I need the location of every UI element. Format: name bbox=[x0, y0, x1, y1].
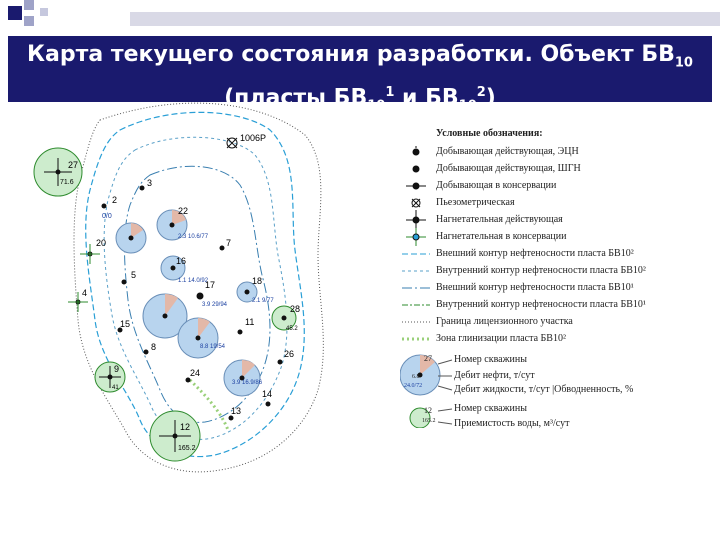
well-11 bbox=[238, 317, 255, 335]
well-value: 0/0 bbox=[102, 213, 112, 220]
legend-row: Внешний контур нефтеносности пласта БВ10² bbox=[436, 248, 634, 259]
well-27 bbox=[34, 148, 82, 196]
legend-row: Добывающая в консервации bbox=[436, 180, 557, 191]
well-2 bbox=[102, 195, 118, 220]
legend-row: Зона глинизации пласта БВ10² bbox=[436, 333, 566, 344]
well-dot bbox=[266, 402, 271, 407]
legend-heading: Условные обозначения: bbox=[436, 128, 543, 139]
well-17 bbox=[197, 280, 228, 308]
title-line-1: Карта текущего состояния разработки. Объект $БВ_{10}$ bbox=[27, 42, 693, 71]
well-value: 8.8 19/54 bbox=[200, 344, 226, 350]
well-24 bbox=[186, 368, 201, 383]
well-value: 71.6 bbox=[60, 179, 74, 186]
well-dot bbox=[108, 375, 113, 380]
well-dot bbox=[122, 280, 127, 285]
well-dot bbox=[170, 223, 175, 228]
well-16 bbox=[161, 256, 209, 284]
well-label: 18 bbox=[252, 276, 263, 286]
well-dot bbox=[144, 350, 149, 355]
well-15 bbox=[118, 319, 131, 333]
wells bbox=[34, 133, 300, 461]
well-label: 22 bbox=[178, 206, 189, 216]
well-label: 24 bbox=[190, 368, 201, 378]
well-label: 26 bbox=[284, 349, 295, 359]
well-label: 8 bbox=[151, 342, 157, 352]
well-value: 3.9 29/94 bbox=[202, 302, 228, 308]
well-label: 5 bbox=[131, 270, 137, 280]
well-value: 2.3 10.6/77 bbox=[178, 234, 209, 240]
well-value: 41 bbox=[112, 385, 119, 391]
well-value: 45.2 bbox=[286, 326, 298, 332]
legend-row: Добывающая действующая, ШГН bbox=[436, 163, 581, 174]
well-dot bbox=[197, 293, 203, 299]
well-dot bbox=[196, 336, 201, 341]
well-10 bbox=[178, 318, 226, 358]
well-5 bbox=[122, 270, 137, 285]
contour-lines bbox=[74, 103, 323, 472]
well-label: 15 bbox=[120, 319, 131, 329]
well-dot bbox=[278, 360, 283, 365]
outer-oil-contour-bv10-2 bbox=[86, 112, 305, 456]
legend-injectivity-label: Приемистость воды, м³/сут bbox=[454, 418, 570, 429]
legend-row: Нагнетательная действующая bbox=[436, 214, 563, 225]
well-label: 20 bbox=[96, 238, 107, 248]
well-value: 2.1 9/77 bbox=[252, 298, 274, 304]
well-label: 11 bbox=[245, 317, 255, 327]
well-14 bbox=[262, 389, 272, 407]
example-injector-value: 165.2 bbox=[422, 418, 436, 424]
well-value: 1.1 14.0/92 bbox=[178, 278, 209, 284]
header-stripe bbox=[130, 12, 720, 26]
well-dot bbox=[220, 246, 225, 251]
example-injector-id: 12 bbox=[424, 406, 432, 415]
well-label: 4 bbox=[82, 288, 88, 298]
well-label: 1006Р bbox=[240, 133, 267, 143]
well-label: 9 bbox=[114, 364, 120, 374]
well-value: 3.9 16.9/86 bbox=[232, 380, 263, 386]
legend-row: Нагнетательная в консервации bbox=[436, 231, 567, 242]
well-label: 3 bbox=[147, 178, 153, 188]
well-label: 12 bbox=[180, 422, 191, 432]
well-13 bbox=[229, 406, 242, 421]
decorative-squares bbox=[0, 0, 120, 30]
legend-row: Пьезометрическая bbox=[436, 197, 515, 208]
well-26 bbox=[278, 349, 295, 365]
legend-oil-label: Дебит нефти, т/сут bbox=[454, 370, 535, 381]
well-2-big bbox=[116, 223, 146, 253]
well-7 bbox=[220, 238, 232, 251]
well-value: 165.2 bbox=[178, 445, 196, 452]
well-dot bbox=[129, 236, 134, 241]
example-liquid-value: 24.0/72 bbox=[404, 383, 423, 389]
well-label: 16 bbox=[176, 256, 187, 266]
legend-row: Внутренний контур нефтеносности пласта БВ10² bbox=[436, 265, 646, 276]
well-18 bbox=[237, 276, 274, 304]
legend bbox=[400, 128, 720, 428]
well-8 bbox=[144, 342, 157, 355]
well-dot bbox=[173, 434, 178, 439]
well-dot bbox=[238, 330, 243, 335]
well-label: 7 bbox=[226, 238, 232, 248]
well-dot bbox=[140, 186, 145, 191]
well-dot bbox=[245, 290, 250, 295]
example-oil-value: 6.8 bbox=[412, 374, 420, 380]
well-1006 bbox=[227, 133, 266, 148]
well-28 bbox=[272, 304, 300, 332]
example-well-id: 27 bbox=[424, 354, 432, 363]
well-label: 14 bbox=[262, 389, 273, 399]
well-dot bbox=[102, 204, 107, 209]
well-22 bbox=[157, 206, 209, 240]
well-20 bbox=[80, 238, 106, 264]
legend-row: Граница лицензионного участка bbox=[436, 316, 573, 327]
inner-oil-contour-bv10-2 bbox=[104, 137, 287, 439]
well-dot bbox=[163, 314, 168, 319]
well-dot bbox=[171, 266, 176, 271]
well-3 bbox=[140, 178, 153, 191]
legend-row: Добывающая действующая, ЭЦН bbox=[436, 146, 579, 157]
well-23 bbox=[224, 360, 263, 396]
well-dot bbox=[56, 170, 61, 175]
well-dot bbox=[186, 378, 191, 383]
legend-row: Внутренний контур нефтеносности пласта БВ10¹ bbox=[436, 299, 646, 310]
license-boundary bbox=[74, 103, 323, 472]
well-label: 28 bbox=[290, 304, 301, 314]
legend-liquid-label: Дебит жидкости, т/сут |Обводненность, % bbox=[454, 384, 634, 395]
well-label: 17 bbox=[205, 280, 216, 290]
legend-injector-well-label: Номер скважины bbox=[454, 403, 527, 414]
well-dot bbox=[282, 316, 287, 321]
legend-producer-well-label: Номер скважины bbox=[454, 354, 527, 365]
well-4 bbox=[68, 288, 88, 312]
well-label: 27 bbox=[68, 160, 79, 170]
legend-row: Внешний контур нефтеносности пласта БВ10¹ bbox=[436, 282, 634, 293]
well-label: 2 bbox=[112, 195, 118, 205]
well-label: 13 bbox=[231, 406, 242, 416]
well-9 bbox=[95, 362, 125, 392]
well-12 bbox=[150, 411, 200, 461]
well-dot bbox=[229, 416, 234, 421]
title-line-2: (пласты $БВ_{10}^1$ и $БВ_{10}^2$) bbox=[224, 85, 496, 115]
